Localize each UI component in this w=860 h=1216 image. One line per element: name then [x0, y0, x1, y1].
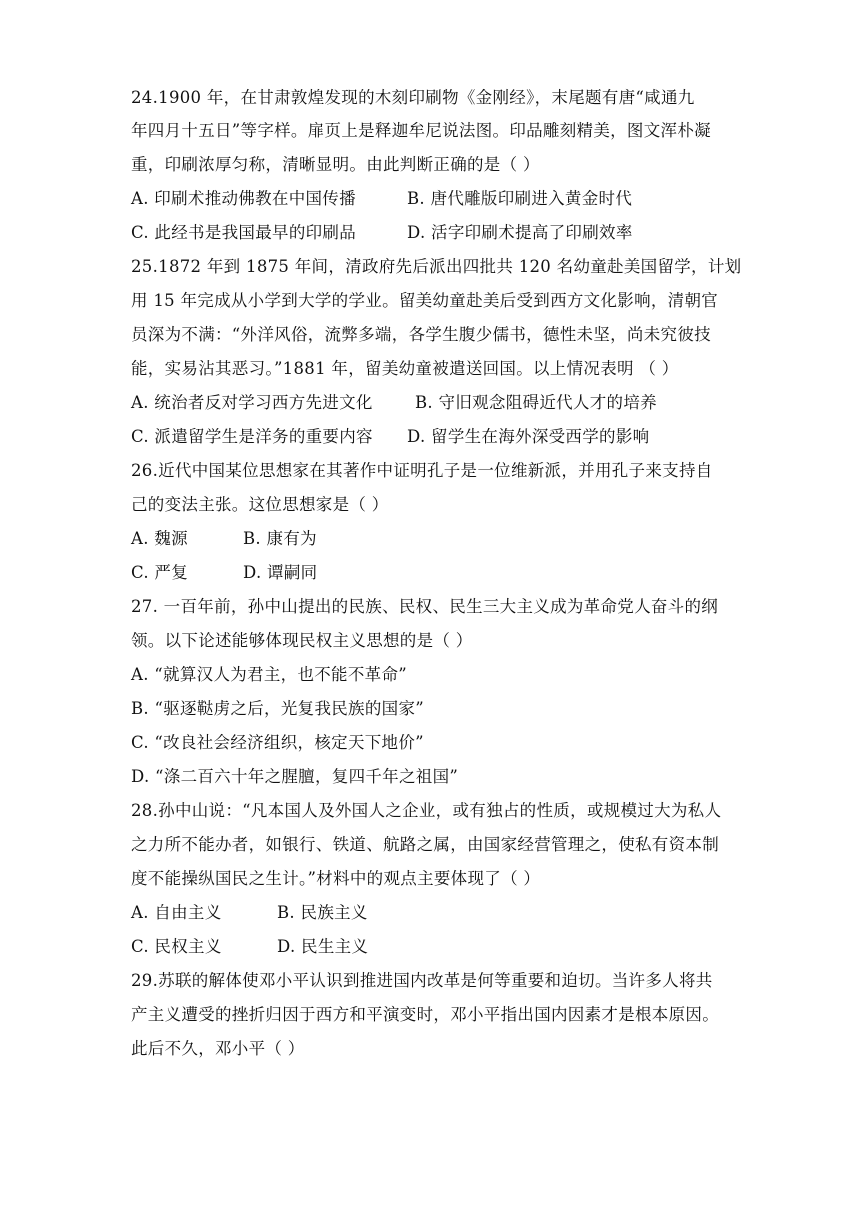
q28-line-1: 28.孙中山说：“凡本国人及外国人之企业，或有独占的性质，或规模过大为私人	[131, 801, 722, 820]
q26-option-d: D. 谭嗣同	[243, 563, 318, 582]
q29-line-1: 29.苏联的解体使邓小平认识到推进国内改革是何等重要和迫切。当许多人将共	[131, 971, 713, 990]
q29-line-3: 此后不久，邓小平（ ）	[131, 1039, 305, 1058]
q28-option-a: A. 自由主义	[131, 903, 222, 922]
q24-line-3: 重，印刷浓厚匀称，清晰显明。由此判断正确的是（ ）	[131, 155, 540, 174]
q25-option-c: C. 派遣留学生是洋务的重要内容	[131, 427, 373, 446]
q27-line-1: 27. 一百年前，孙中山提出的民族、民权、民生三大主义成为革命党人奋斗的纲	[131, 597, 719, 616]
q24-option-b: B. 唐代雕版印刷进入黄金时代	[407, 189, 633, 208]
q24-line-1: 24.1900 年，在甘肃敦煌发现的木刻印刷物《金刚经》，末尾题有唐“咸通九	[131, 88, 695, 107]
q24-option-c: C. 此经书是我国最早的印刷品	[131, 223, 357, 242]
q28-option-d: D. 民生主义	[277, 937, 369, 956]
q25-line-1: 25.1872 年到 1875 年间，清政府先后派出四批共 120 名幼童赴美国留学，计划	[131, 257, 742, 276]
q28-option-c: C. 民权主义	[131, 937, 222, 956]
q26-option-a: A. 魏源	[131, 529, 188, 548]
q25-option-d: D. 留学生在海外深受西学的影响	[407, 427, 650, 446]
q26-line-2: 己的变法主张。这位思想家是（ ）	[131, 495, 389, 514]
q24-option-d: D. 活字印刷术提高了印刷效率	[407, 223, 633, 242]
q27-option-d: D. “涤二百六十年之腥膻，复四千年之祖国”	[131, 767, 459, 786]
q27-option-c: C. “改良社会经济组织，核定天下地价”	[131, 733, 424, 752]
q28-line-3: 度不能操纵国民之生计。”材料中的观点主要体现了（ ）	[131, 869, 541, 888]
q24-option-a: A. 印刷术推动佛教在中国传播	[131, 189, 356, 208]
q26-option-c: C. 严复	[131, 563, 189, 582]
q25-line-3: 员深为不满：“外洋风俗，流弊多端，各学生腹少儒书，德性未坚，尚未究彼技	[131, 325, 711, 344]
q25-line-2: 用 15 年完成从小学到大学的学业。留美幼童赴美后受到西方文化影响，清朝官	[131, 291, 719, 310]
q27-line-2: 领。以下论述能够体现民权主义思想的是（ ）	[131, 631, 473, 650]
q25-option-a: A. 统治者反对学习西方先进文化	[131, 393, 373, 412]
q28-option-b: B. 民族主义	[277, 903, 368, 922]
q25-line-4: 能，实易沾其恶习。”1881 年，留美幼童被遣送回国。以上情况表明 （ ）	[131, 359, 679, 378]
q28-line-2: 之力所不能办者，如银行、铁道、航路之属，由国家经营管理之，使私有资本制	[131, 835, 719, 854]
q26-option-b: B. 康有为	[243, 529, 317, 548]
q24-line-2: 年四月十五日”等字样。扉页上是释迦牟尼说法图。印品雕刻精美，图文浑朴凝	[131, 121, 711, 140]
q29-line-2: 产主义遭受的挫折归因于西方和平演变时，邓小平指出国内因素才是根本原因。	[131, 1005, 719, 1024]
q26-line-1: 26.近代中国某位思想家在其著作中证明孔子是一位维新派，并用孔子来支持自	[131, 461, 713, 480]
q27-option-a: A. “就算汉人为君主，也不能不革命”	[131, 665, 407, 684]
q27-option-b: B. “驱逐鞑虏之后，光复我民族的国家”	[131, 699, 424, 718]
q25-option-b: B. 守旧观念阻碍近代人才的培养	[415, 393, 657, 412]
